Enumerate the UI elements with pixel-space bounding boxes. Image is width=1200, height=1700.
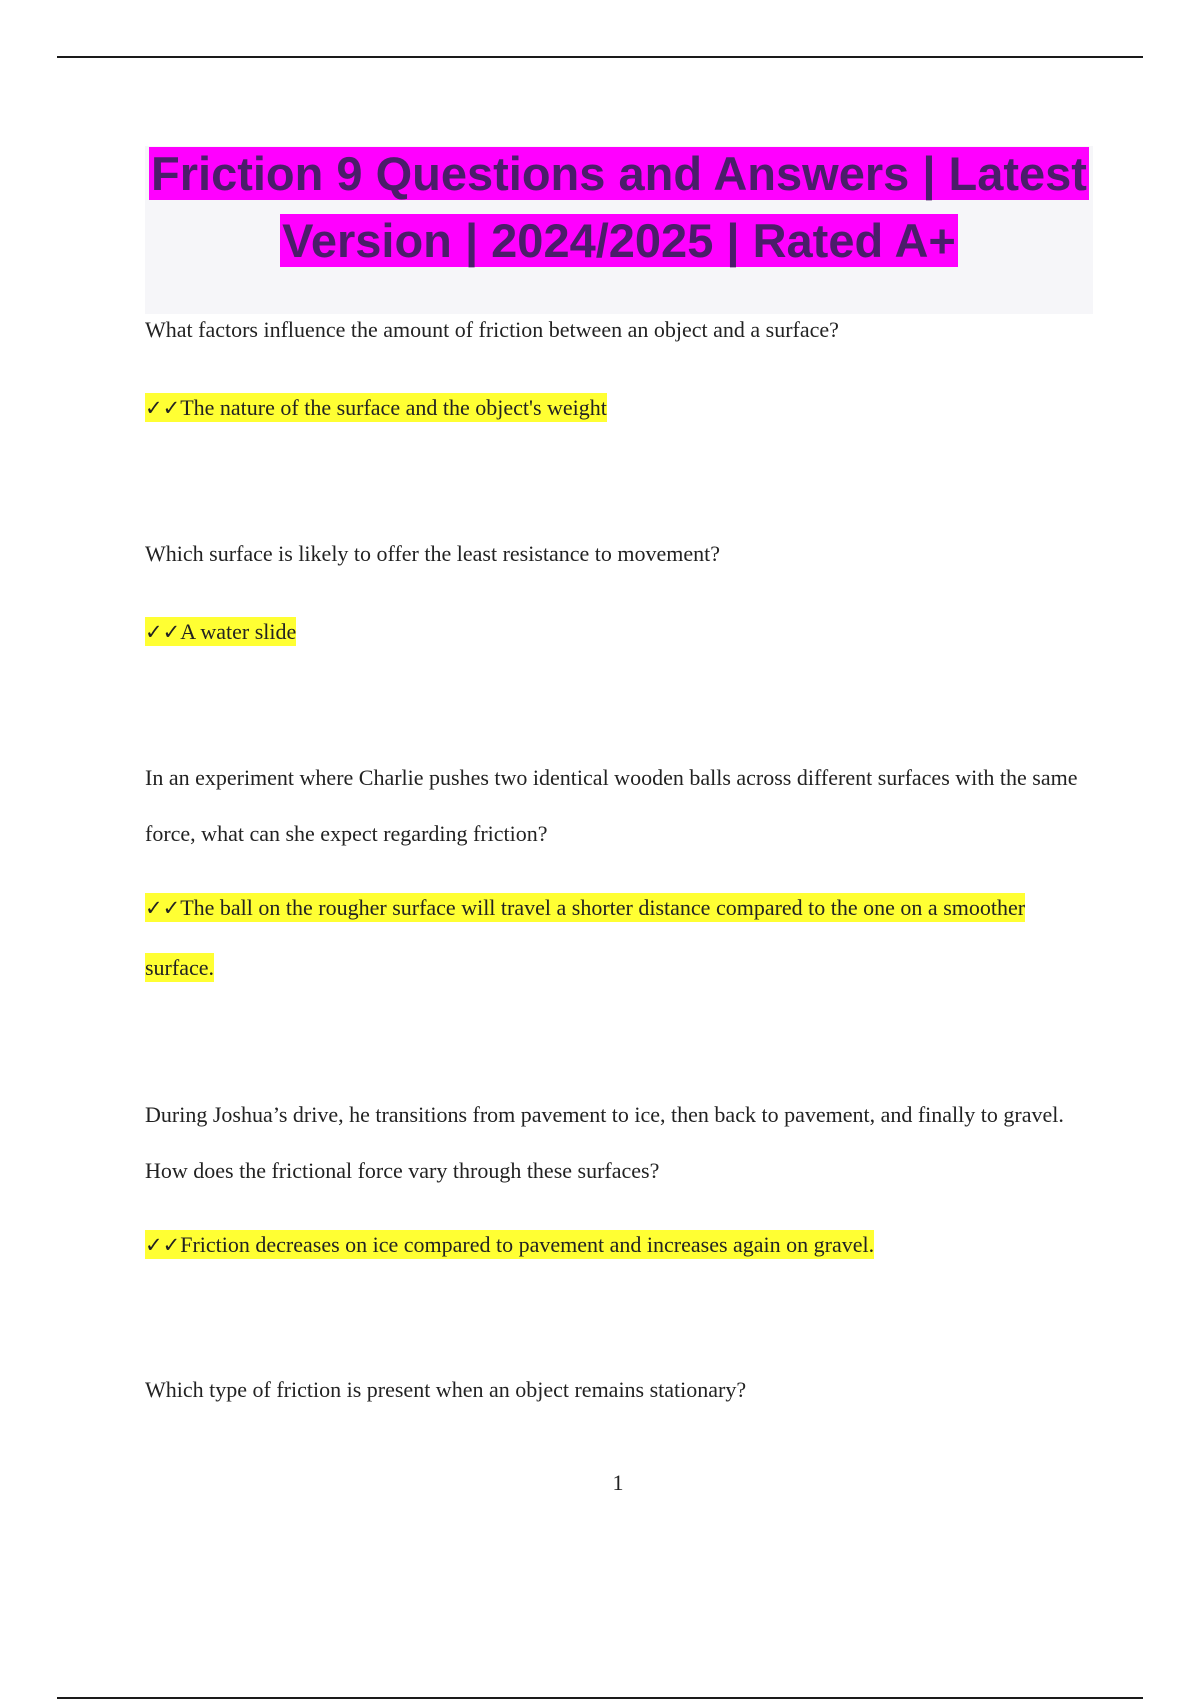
answer-2-text: A water slide	[180, 619, 297, 644]
qa-item-2	[145, 526, 1095, 662]
check-icon: ✓✓	[145, 620, 181, 644]
answer-3-text: The ball on the rougher surface will travel a shorter distance compared to the one on a smoother surface.	[145, 895, 1026, 980]
answer-1	[145, 378, 1095, 438]
answer-3	[145, 878, 1095, 998]
question-3: In an experiment where Charlie pushes two identical wooden balls across different surfaces with the same force, what can she expect regarding friction?	[145, 765, 1078, 846]
title-block	[145, 146, 1093, 314]
answer-1-text: The nature of the surface and the object's weight	[180, 395, 607, 420]
answer-2	[145, 602, 1095, 662]
answer-4-text: Friction decreases on ice compared to pavement and increases again on gravel.	[180, 1232, 875, 1257]
qa-item-5	[145, 1362, 1095, 1418]
check-icon: ✓✓	[145, 1233, 181, 1257]
top-rule	[57, 56, 1143, 58]
question-2: Which surface is likely to offer the least resistance to movement?	[145, 541, 721, 566]
check-icon: ✓✓	[145, 396, 181, 420]
page-number: 1	[612, 1470, 624, 1495]
question-1: What factors influence the amount of friction between an object and a surface?	[145, 317, 839, 342]
check-icon: ✓✓	[145, 896, 181, 920]
question-4: During Joshua’s drive, he transitions from pavement to ice, then back to pavement, and finally to gravel. How does the frictional force vary through these surfaces?	[145, 1102, 1064, 1183]
bottom-rule	[57, 1697, 1143, 1699]
answer-4	[145, 1215, 1095, 1275]
qa-item-1	[145, 302, 1095, 438]
document-title: Friction 9 Questions and Answers | Latest Version | 2024/2025 | Rated A+	[151, 147, 1087, 267]
qa-item-3	[145, 750, 1095, 998]
qa-item-4	[145, 1087, 1095, 1275]
question-5: Which type of friction is present when an object remains stationary?	[145, 1377, 747, 1402]
